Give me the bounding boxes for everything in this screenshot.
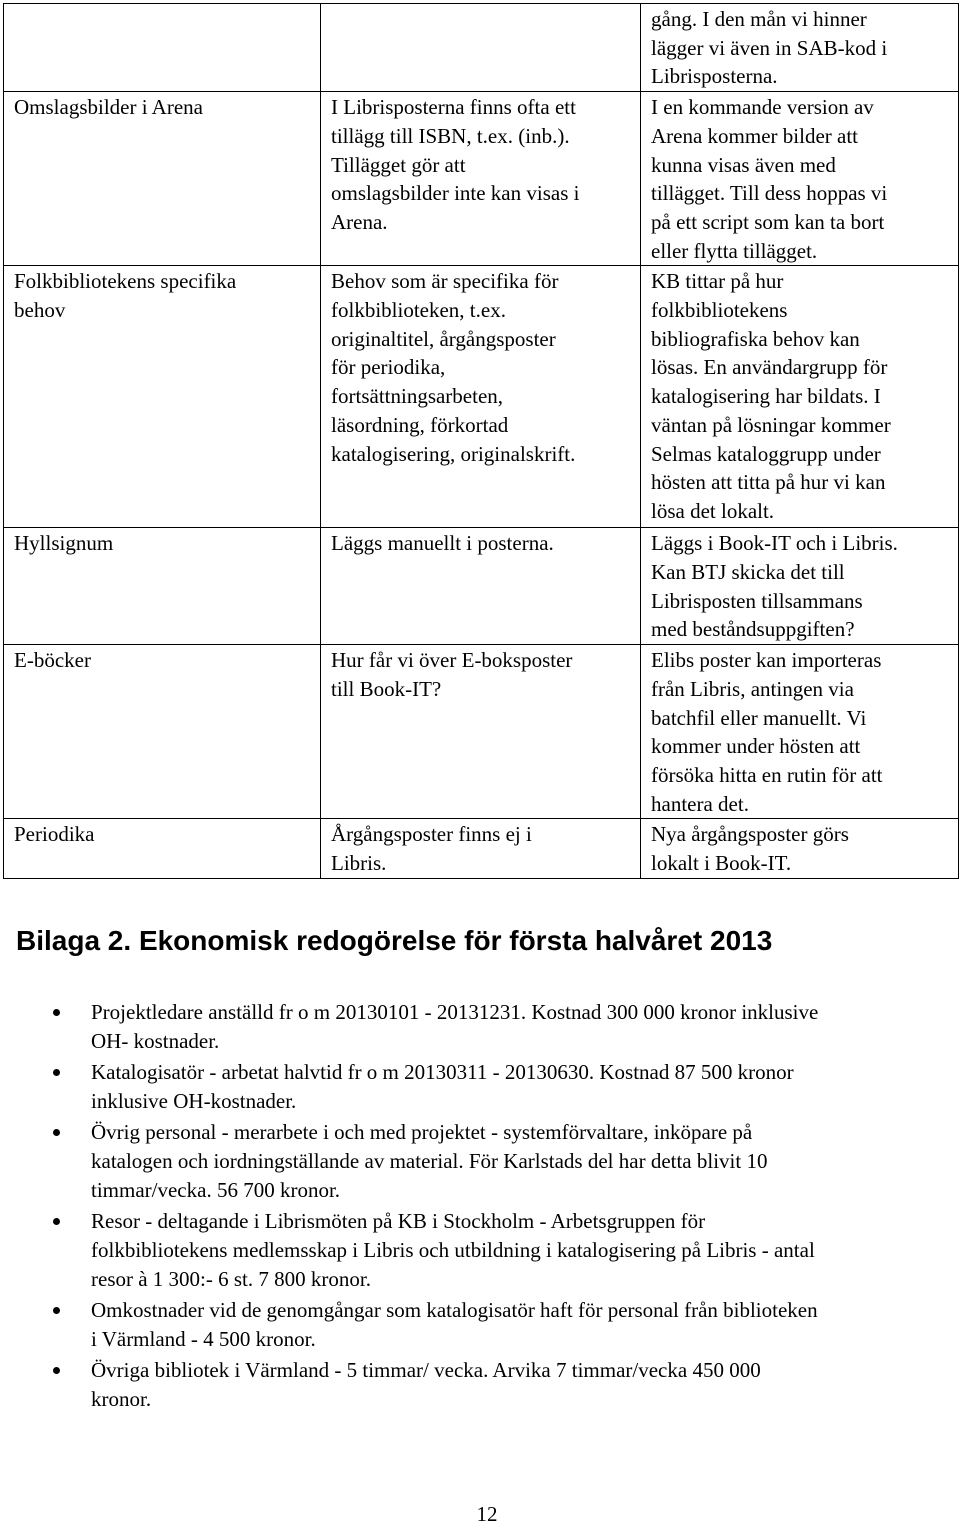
table-cell-issue bbox=[321, 819, 641, 878]
cell-line: folkbiblioteken, t.ex. bbox=[331, 298, 506, 323]
row-label: Omslagsbilder i Arena bbox=[14, 95, 203, 120]
list-item-line: inklusive OH-kostnader. bbox=[91, 1089, 297, 1113]
table-cell-issue bbox=[321, 528, 641, 645]
cell-line: kommer under hösten att bbox=[651, 734, 861, 759]
cell-line: batchfil eller manuellt. Vi bbox=[651, 705, 867, 730]
list-item bbox=[0, 1356, 960, 1414]
row-label: Folkbibliotekens specifika bbox=[14, 269, 237, 294]
table-cell-solution bbox=[641, 819, 959, 878]
cell-line: Arena kommer bilder att bbox=[651, 123, 859, 148]
cell-line: tillägg till ISBN, t.ex. (inb.). bbox=[331, 123, 570, 148]
bullet-icon bbox=[53, 1307, 60, 1314]
table-row bbox=[4, 645, 959, 819]
list-item bbox=[0, 1118, 960, 1205]
cell-line: I en kommande version av bbox=[651, 95, 874, 120]
table-row bbox=[4, 266, 959, 528]
cell-line: KB tittar på hur bbox=[651, 269, 784, 294]
bullet-icon bbox=[53, 1069, 60, 1076]
list-item-line: resor à 1 300:- 6 st. 7 800 kronor. bbox=[91, 1267, 371, 1291]
table-cell-label bbox=[4, 4, 321, 92]
cell-line: gång. I den mån vi hinner bbox=[651, 7, 867, 31]
list-item-line: Projektledare anställd fr o m 20130101 - 20131231. Kostnad 300 000 kronor inklusive bbox=[91, 1000, 819, 1024]
cell-line: hösten att titta på hur vi kan bbox=[651, 470, 886, 495]
list-item-line: OH- kostnader. bbox=[91, 1029, 220, 1053]
cell-line: katalogisering har bildats. I bbox=[651, 384, 881, 409]
list-item-line: Katalogisatör - arbetat halvtid fr o m 20130311 - 20130630. Kostnad 87 500 kronor bbox=[91, 1060, 794, 1084]
table-cell-issue bbox=[321, 266, 641, 528]
cell-line: Librisposten tillsammans bbox=[651, 588, 863, 613]
page-number: 12 bbox=[476, 1502, 498, 1526]
section-heading: Bilaga 2. Ekonomisk redogörelse för första halvåret 2013 bbox=[16, 925, 773, 956]
cell-line: lösa det lokalt. bbox=[651, 498, 775, 523]
cell-line: Hur får vi över E-boksposter bbox=[331, 648, 573, 673]
table-row bbox=[4, 92, 959, 266]
list-item bbox=[0, 1058, 960, 1116]
list-item-line: i Värmland - 4 500 kronor. bbox=[91, 1327, 316, 1351]
cell-line: väntan på lösningar kommer bbox=[651, 412, 891, 437]
cell-line: Behov som är specifika för bbox=[331, 269, 559, 294]
expense-list bbox=[0, 998, 960, 1416]
bullet-icon bbox=[53, 1129, 60, 1136]
bullet-icon bbox=[53, 1218, 60, 1225]
cell-line: läsordning, förkortad bbox=[331, 412, 509, 437]
table-cell-label bbox=[4, 528, 321, 645]
continuation-table bbox=[3, 3, 959, 879]
table-cell-label bbox=[4, 92, 321, 266]
cell-line: omslagsbilder inte kan visas i bbox=[331, 181, 580, 206]
list-item bbox=[0, 1296, 960, 1354]
cell-line: Nya årgångsposter görs bbox=[651, 822, 849, 847]
cell-line: Tillägget gör att bbox=[331, 152, 466, 177]
cell-line: katalogisering, originalskrift. bbox=[331, 441, 576, 466]
list-item-line: Resor - deltagande i Librismöten på KB i Stockholm - Arbetsgruppen för bbox=[91, 1209, 706, 1233]
table-cell-solution bbox=[641, 4, 959, 92]
table-row bbox=[4, 528, 959, 645]
cell-line: för periodika, bbox=[331, 355, 446, 380]
bullet-icon bbox=[53, 1009, 60, 1016]
table-cell-label bbox=[4, 645, 321, 819]
cell-line: hantera det. bbox=[651, 791, 749, 816]
list-item-line: folkbibliotekens medlemsskap i Libris och utbildning i katalogisering på Libris - antal bbox=[91, 1238, 815, 1262]
cell-line: eller flytta tillägget. bbox=[651, 238, 818, 263]
cell-line: Läggs manuellt i posterna. bbox=[331, 531, 554, 556]
cell-line: till Book-IT? bbox=[331, 676, 442, 701]
cell-line: Libris. bbox=[331, 851, 387, 876]
cell-line: lokalt i Book-IT. bbox=[651, 851, 792, 876]
cell-line: Kan BTJ skicka det till bbox=[651, 560, 845, 585]
cell-line: på ett script som kan ta bort bbox=[651, 209, 885, 234]
table-row bbox=[4, 819, 959, 878]
row-label: E-böcker bbox=[14, 648, 91, 673]
cell-line: Librisposterna. bbox=[651, 64, 778, 89]
cell-line: Arena. bbox=[331, 209, 388, 234]
cell-line: lösas. En användargrupp för bbox=[651, 355, 888, 380]
cell-line: Årgångsposter finns ej i bbox=[331, 822, 532, 847]
table-cell-label bbox=[4, 266, 321, 528]
table-cell-solution bbox=[641, 528, 959, 645]
cell-line: Läggs i Book-IT och i Libris. bbox=[651, 531, 898, 556]
list-item bbox=[0, 998, 960, 1056]
cell-line: originaltitel, årgångsposter bbox=[331, 326, 556, 351]
cell-line: försöka hitta en rutin för att bbox=[651, 762, 883, 787]
table-cell-issue bbox=[321, 92, 641, 266]
table-cell-label bbox=[4, 819, 321, 878]
list-item-line: katalogen och iordningställande av material. För Karlstads del har detta blivit 10 bbox=[91, 1149, 768, 1173]
list-item-line: timmar/vecka. 56 700 kronor. bbox=[91, 1178, 341, 1202]
list-item-line: Övriga bibliotek i Värmland - 5 timmar/ vecka. Arvika 7 timmar/vecka 450 000 bbox=[91, 1358, 761, 1382]
cell-line: lägger vi även in SAB-kod i bbox=[651, 35, 888, 60]
cell-line: med beståndsuppgiften? bbox=[651, 617, 855, 642]
cell-line: Elibs poster kan importeras bbox=[651, 648, 882, 673]
row-label: Hyllsignum bbox=[14, 531, 114, 556]
cell-line: kunna visas även med bbox=[651, 152, 836, 177]
list-item-line: kronor. bbox=[91, 1387, 152, 1411]
table-cell-solution bbox=[641, 92, 959, 266]
bullet-icon bbox=[53, 1367, 60, 1374]
cell-line: tillägget. Till dess hoppas vi bbox=[651, 181, 888, 206]
table-cell-issue bbox=[321, 645, 641, 819]
cell-line: fortsättningsarbeten, bbox=[331, 384, 504, 409]
table-cell-solution bbox=[641, 266, 959, 528]
table-cell-solution bbox=[641, 645, 959, 819]
cell-line: I Librisposterna finns ofta ett bbox=[331, 95, 576, 120]
row-label: behov bbox=[14, 298, 66, 323]
row-label: Periodika bbox=[14, 822, 95, 847]
cell-line: Selmas kataloggrupp under bbox=[651, 441, 881, 466]
table-row bbox=[4, 4, 959, 92]
cell-line: från Libris, antingen via bbox=[651, 676, 854, 701]
list-item bbox=[0, 1207, 960, 1294]
table-cell-issue bbox=[321, 4, 641, 92]
cell-line: folkbibliotekens bbox=[651, 298, 788, 323]
list-item-line: Omkostnader vid de genomgångar som katalogisatör haft för personal från biblioteken bbox=[91, 1298, 818, 1322]
cell-line: bibliografiska behov kan bbox=[651, 326, 860, 351]
list-item-line: Övrig personal - merarbete i och med projektet - systemförvaltare, inköpare på bbox=[91, 1120, 753, 1144]
